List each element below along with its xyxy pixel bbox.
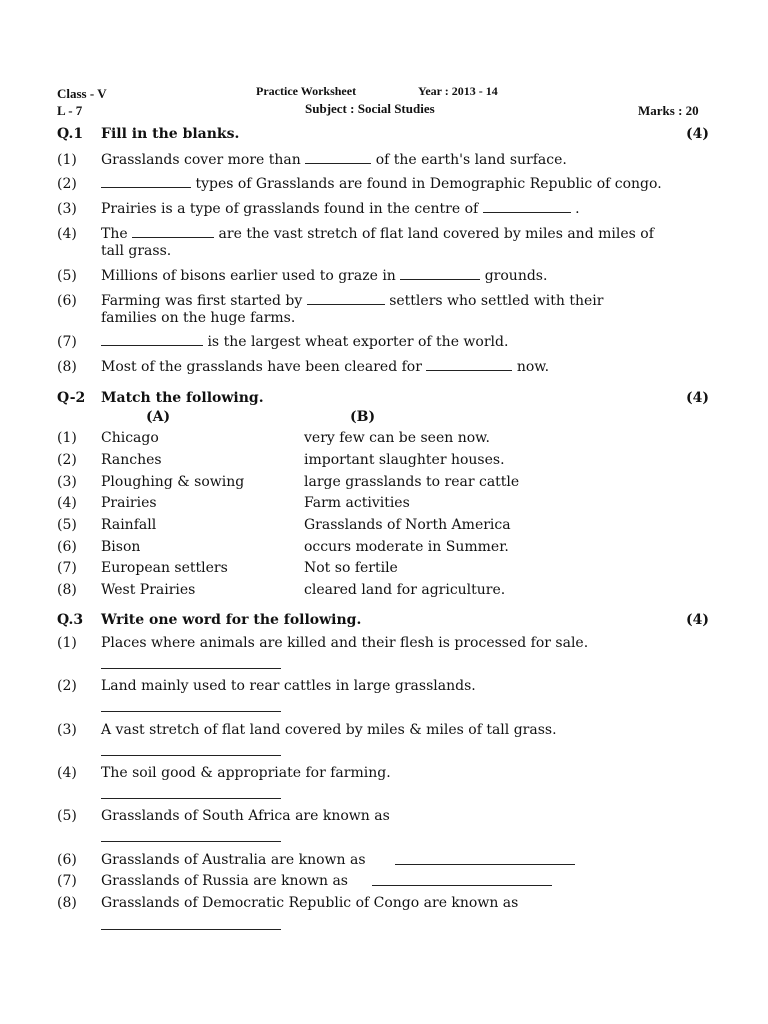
answer-line bbox=[372, 885, 552, 886]
match-item-b: occurs moderate in Summer. bbox=[304, 539, 509, 555]
lesson-label: L - 7 bbox=[57, 103, 83, 118]
match-item-b: large grasslands to rear cattle bbox=[304, 474, 520, 490]
blank-line bbox=[305, 153, 371, 164]
q1-item-1: Grasslands cover more than of the earth's land surface. bbox=[101, 152, 567, 168]
match-item-b: cleared land for agriculture. bbox=[304, 582, 506, 598]
match-row-number: (8) bbox=[57, 582, 77, 598]
blank-line bbox=[101, 177, 191, 188]
match-item-b: Farm activities bbox=[304, 495, 410, 511]
match-item-b: very few can be seen now. bbox=[304, 430, 490, 446]
match-item-b: important slaughter houses. bbox=[304, 452, 505, 468]
column-b-heading: (B) bbox=[350, 409, 376, 425]
match-row-number: (6) bbox=[57, 539, 77, 555]
match-item-a: Chicago bbox=[101, 430, 159, 446]
q1-marks: (4) bbox=[686, 126, 709, 142]
q1-item-number: (1) bbox=[57, 152, 77, 168]
answer-line bbox=[101, 668, 281, 669]
match-row-number: (7) bbox=[57, 560, 77, 576]
q1-item-4: The are the vast stretch of flat land covered by miles and miles of bbox=[101, 226, 654, 242]
q1-item-7: is the largest wheat exporter of the world. bbox=[101, 334, 508, 350]
q2-number: Q-2 bbox=[57, 390, 86, 406]
q1-item-number: (6) bbox=[57, 293, 77, 309]
blank-line bbox=[426, 360, 512, 371]
match-item-a: West Prairies bbox=[101, 582, 196, 598]
worksheet-title: Practice Worksheet bbox=[256, 84, 357, 98]
match-row-number: (4) bbox=[57, 495, 77, 511]
match-item-a: European settlers bbox=[101, 560, 228, 576]
marks-total: Marks : 20 bbox=[638, 103, 699, 118]
q3-item-5: Grasslands of South Africa are known as bbox=[101, 808, 390, 824]
q1-item-6: Farming was first started by settlers who settled with their bbox=[101, 293, 604, 309]
q1-number: Q.1 bbox=[57, 126, 84, 142]
q3-item-2: Land mainly used to rear cattles in large grasslands. bbox=[101, 678, 476, 694]
match-item-a: Ranches bbox=[101, 452, 162, 468]
answer-line bbox=[101, 929, 281, 930]
answer-line bbox=[395, 864, 575, 865]
match-item-a: Rainfall bbox=[101, 517, 157, 533]
match-row-number: (2) bbox=[57, 452, 77, 468]
blank-line bbox=[483, 202, 571, 213]
academic-year: Year : 2013 - 14 bbox=[418, 84, 498, 98]
blank-line bbox=[132, 227, 214, 238]
q3-item-number: (1) bbox=[57, 635, 77, 651]
q3-marks: (4) bbox=[686, 612, 709, 628]
q1-item-8: Most of the grasslands have been cleared for now. bbox=[101, 359, 550, 375]
match-row-number: (5) bbox=[57, 517, 77, 533]
answer-line bbox=[101, 711, 281, 712]
column-a-heading: (A) bbox=[146, 409, 171, 425]
q3-number: Q.3 bbox=[57, 612, 84, 628]
subject-label: Subject : Social Studies bbox=[305, 101, 435, 116]
q3-item-8: Grasslands of Democratic Republic of Congo are known as bbox=[101, 895, 519, 911]
match-item-a: Ploughing & sowing bbox=[101, 474, 245, 490]
q3-item-number: (3) bbox=[57, 722, 77, 738]
q3-item-1: Places where animals are killed and their flesh is processed for sale. bbox=[101, 635, 589, 651]
q2-title: Match the following. bbox=[101, 390, 264, 406]
q3-item-7: Grasslands of Russia are known as bbox=[101, 873, 348, 889]
answer-line bbox=[101, 841, 281, 842]
q1-item-3: Prairies is a type of grasslands found in the centre of . bbox=[101, 201, 580, 217]
q3-item-number: (4) bbox=[57, 765, 77, 781]
answer-line bbox=[101, 755, 281, 756]
q3-item-3: A vast stretch of flat land covered by miles & miles of tall grass. bbox=[101, 722, 557, 738]
class-label: Class - V bbox=[57, 86, 107, 101]
q3-item-number: (8) bbox=[57, 895, 77, 911]
q3-item-number: (2) bbox=[57, 678, 77, 694]
q1-item-number: (7) bbox=[57, 334, 77, 350]
match-item-a: Bison bbox=[101, 539, 141, 555]
q3-item-6: Grasslands of Australia are known as bbox=[101, 852, 366, 868]
q3-item-number: (5) bbox=[57, 808, 77, 824]
q2-marks: (4) bbox=[686, 390, 709, 406]
q3-title: Write one word for the following. bbox=[101, 612, 362, 628]
q1-item-number: (3) bbox=[57, 201, 77, 217]
q1-item-number: (4) bbox=[57, 226, 77, 242]
q3-item-4: The soil good & appropriate for farming. bbox=[101, 765, 391, 781]
q1-item-4-continued: tall grass. bbox=[101, 243, 172, 259]
answer-line bbox=[101, 798, 281, 799]
match-item-b: Not so fertile bbox=[304, 560, 398, 576]
q1-item-2: types of Grasslands are found in Demographic Republic of congo. bbox=[101, 176, 662, 192]
match-row-number: (3) bbox=[57, 474, 77, 490]
q1-item-number: (2) bbox=[57, 176, 77, 192]
q1-title: Fill in the blanks. bbox=[101, 126, 240, 142]
blank-line bbox=[400, 269, 480, 280]
q3-item-number: (6) bbox=[57, 852, 77, 868]
blank-line bbox=[307, 294, 385, 305]
q3-item-number: (7) bbox=[57, 873, 77, 889]
blank-line bbox=[101, 335, 203, 346]
match-item-a: Prairies bbox=[101, 495, 157, 511]
q1-item-6-continued: families on the huge farms. bbox=[101, 310, 296, 326]
q1-item-5: Millions of bisons earlier used to graze in grounds. bbox=[101, 268, 548, 284]
match-item-b: Grasslands of North America bbox=[304, 517, 511, 533]
q1-item-number: (8) bbox=[57, 359, 77, 375]
match-row-number: (1) bbox=[57, 430, 77, 446]
q1-item-number: (5) bbox=[57, 268, 77, 284]
